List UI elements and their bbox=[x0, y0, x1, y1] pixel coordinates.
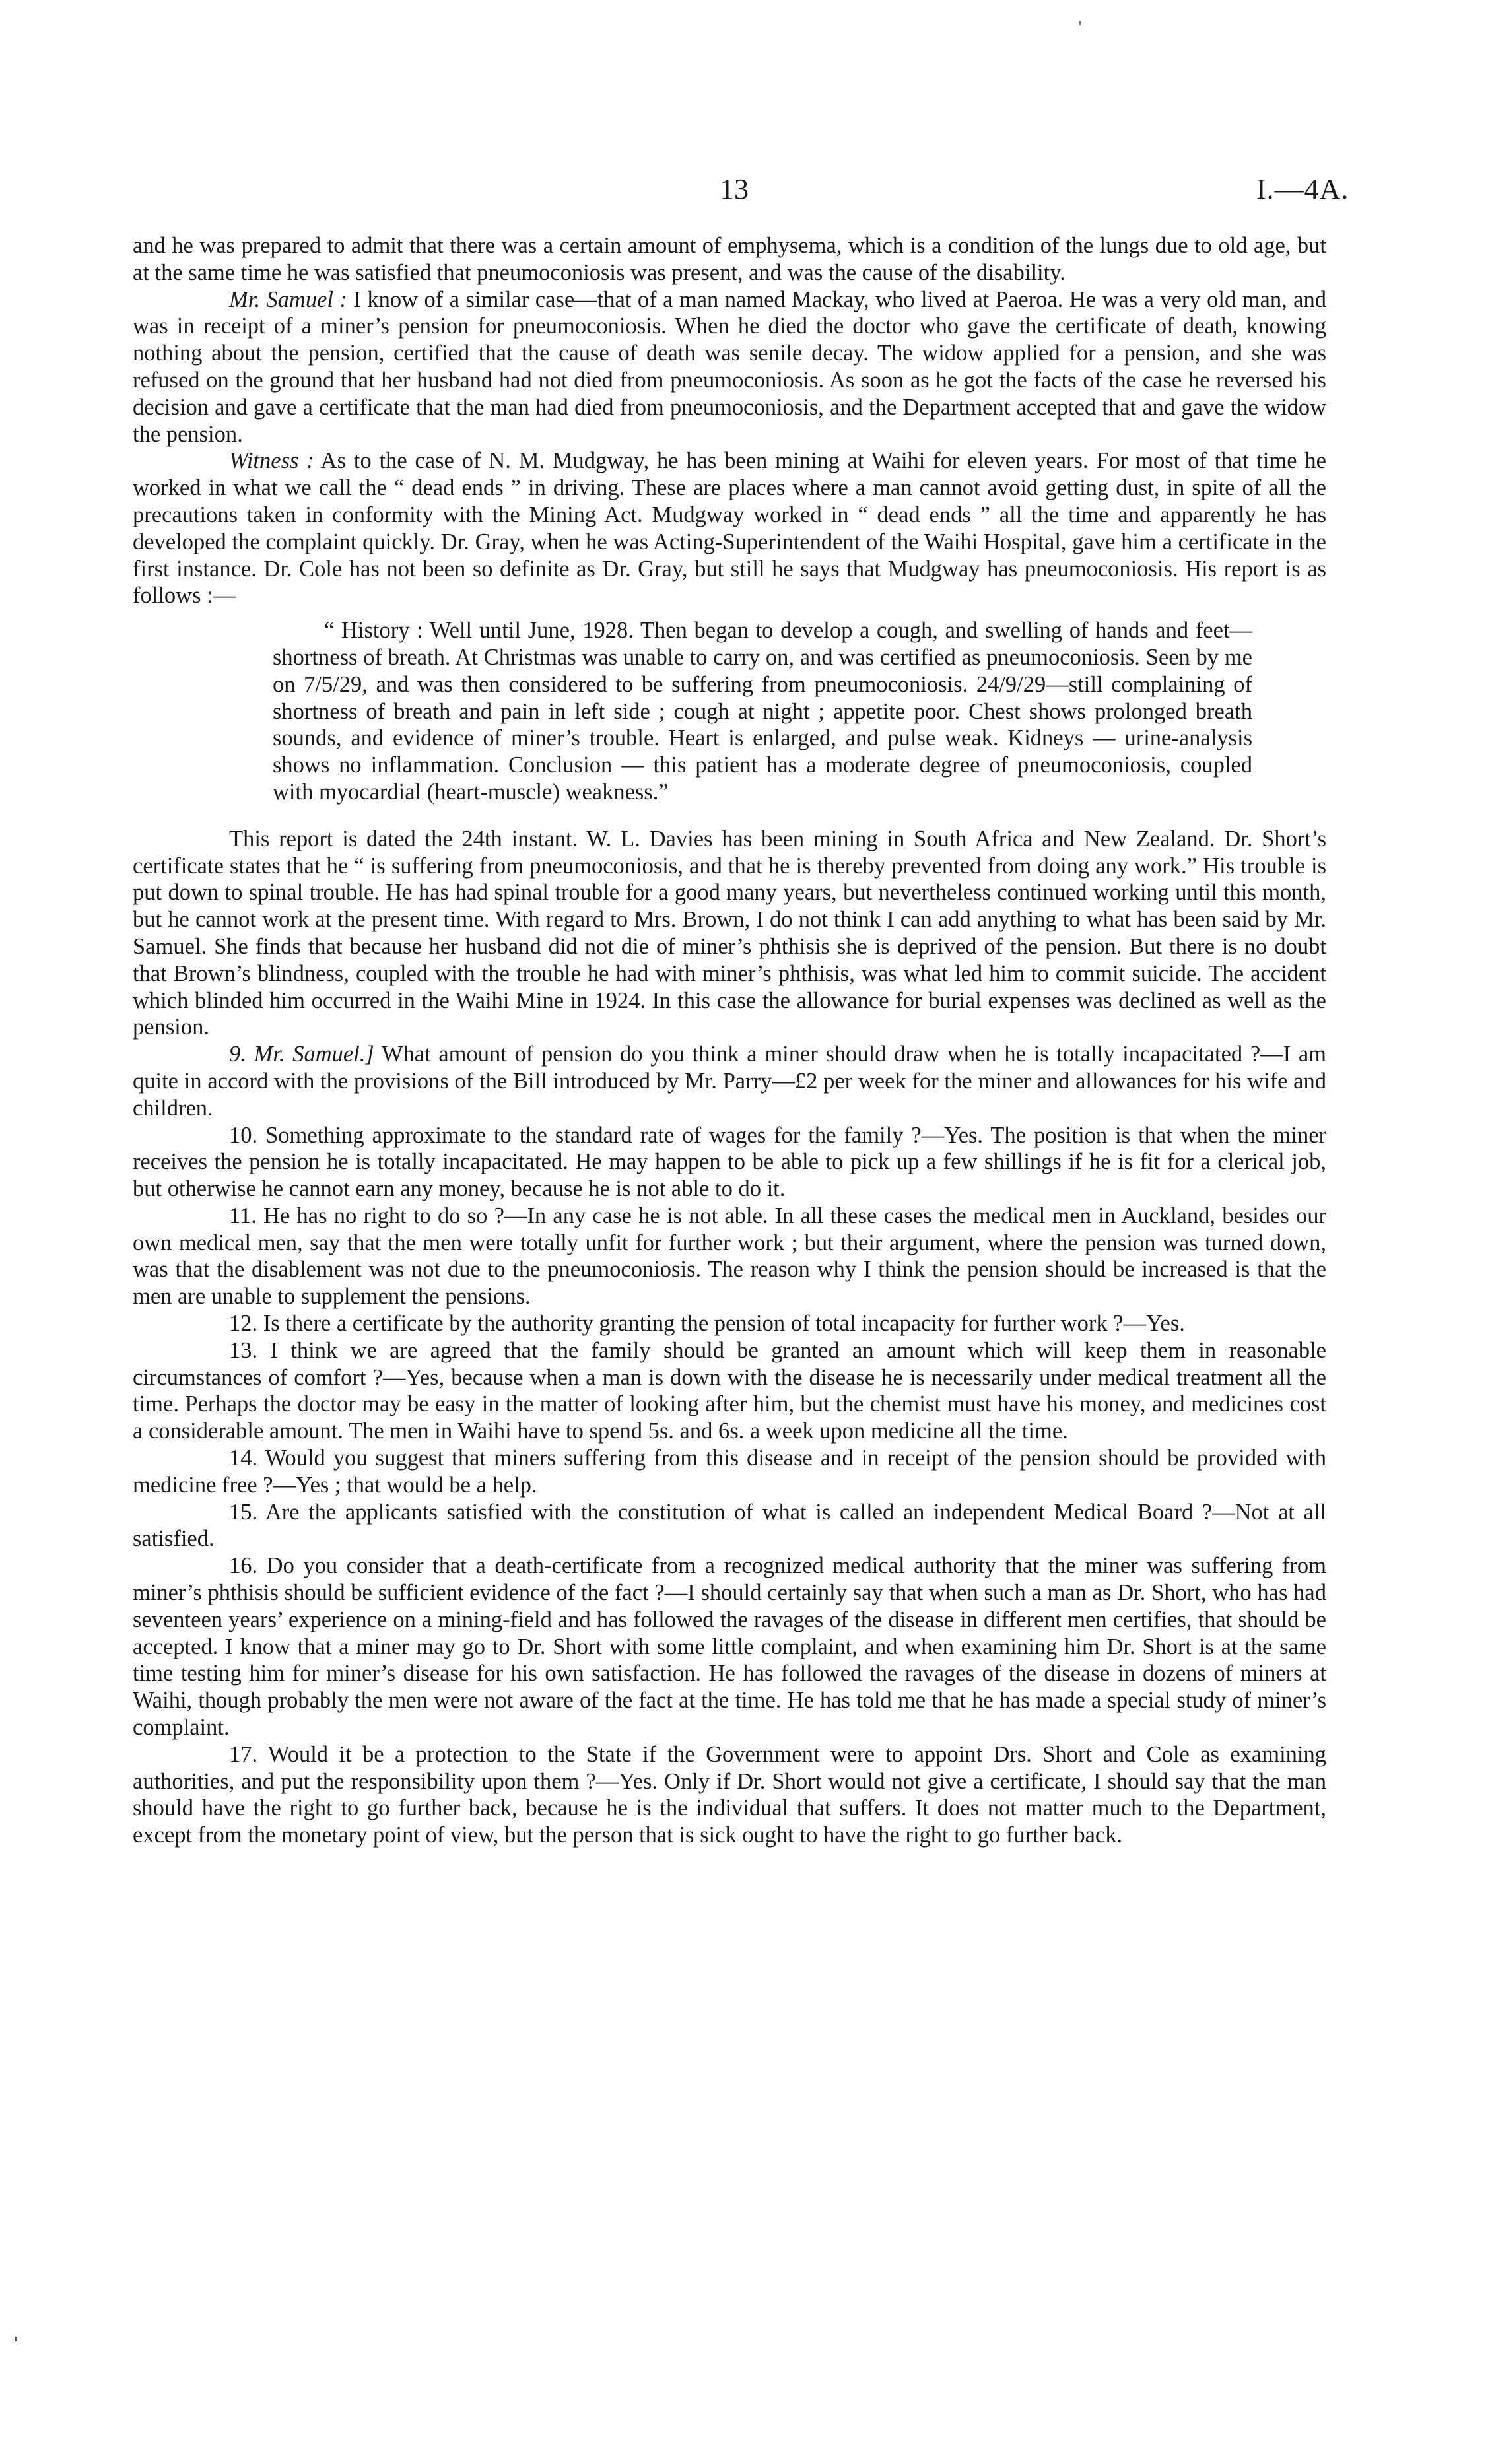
speaker-label: Witness : bbox=[229, 448, 314, 474]
paragraph-report-dated: This report is dated the 24th instant. W. L. Davies has been mining in South Africa and New Zealand. Dr. Short’s certificate states that he “ is suffering from pneumoconiosis, and that he is thereby prevented from doing any work.” His trouble is put down to spinal trouble. He has had spinal trouble for a good many years, but nevertheless continued working until this month, but he cannot work at the present time. With regard to Mrs. Brown, I do not think I can add anything to what has been said by Mr. Samuel. She finds that because her husband did not die of miner’s phthisis she is deprived of the pension. But there is no doubt that Brown’s blindness, coupled with the trouble he had with miner’s phthisis, was what led him to commit suicide. The accident which blinded him occurred in the Waihi Mine in 1924. In this case the allowance for burial expenses was declined as well as the pension. bbox=[133, 826, 1326, 1040]
paragraph-q15: 15. Are the applicants satisfied with the constitution of what is called an independent Medical Board ?—Not at all satisfied. bbox=[133, 1499, 1326, 1552]
document-reference: I.—4A. bbox=[1256, 173, 1349, 205]
paragraph-q14: 14. Would you suggest that miners suffering from this disease and in receipt of the pension should be provided with medicine free ?—Yes ; that would be a help. bbox=[133, 1446, 1326, 1498]
medical-report-quote bbox=[273, 617, 1252, 806]
paragraph-continuation: and he was prepared to admit that there was a certain amount of emphysema, which is a condition of the lungs due to old age, but at the same time he was satisfied that pneumoconiosis was present, and was the cause of the disability. bbox=[133, 233, 1326, 285]
page-number: 13 bbox=[720, 173, 749, 205]
scan-mark bbox=[1079, 21, 1081, 25]
paragraph-q12: 12. Is there a certificate by the authority granting the pension of total incapacity for further work ?—Yes. bbox=[229, 1311, 1185, 1337]
document-body bbox=[133, 232, 1326, 1849]
quoted-report-text: “ History : Well until June, 1928. Then began to develop a cough, and swelling of hands and feet—shortness of breath. At Christmas was unable to carry on, and was certified as pneumoconiosis. Seen by me on 7/5/29, and was then considered to be suffering from pneumoconiosis. 24/9/29—still complaining of shortness of breath and pain in left side ; cough at night ; appetite poor. Chest shows prolonged breath sounds, and evidence of miner’s trouble. Heart is enlarged, and pulse weak. Kidneys — urine-analysis shows no inflammation. Conclusion — this patient has a moderate degree of pneumoconiosis, coupled with myocardial (heart-muscle) weakness.” bbox=[273, 618, 1252, 805]
paragraph-q9: 9. Mr. Samuel.] What amount of pension do you think a miner should draw when he is totally incapacitated ?—I am quite in accord with the provisions of the Bill introduced by Mr. Parry—£2 per week for the miner and allowances for his wife and children. bbox=[133, 1042, 1326, 1121]
scan-mark bbox=[15, 2337, 17, 2341]
question-label: 9. Mr. Samuel.] bbox=[229, 1042, 374, 1067]
paragraph-q13: 13. I think we are agreed that the family should be granted an amount which will keep them in reasonable circumstances of comfort ?—Yes, because when a man is down with the disease he is necessarily under medical treatment all the time. Perhaps the doctor may be easy in the matter of looking after him, but the chemist must have his money, and medicines cost a considerable amount. The men in Waihi have to spend 5s. and 6s. a week upon medicine all the time. bbox=[133, 1337, 1326, 1444]
speaker-label: Mr. Samuel : bbox=[229, 286, 347, 312]
paragraph-q10: 10. Something approximate to the standard rate of wages for the family ?—Yes. The position is that when the miner receives the pension he is totally incapacitated. He may happen to be able to pick up a few shillings if he is fit for a clerical job, but otherwise he cannot earn any money, because he is not able to do it. bbox=[133, 1122, 1326, 1202]
paragraph-mr-samuel: Mr. Samuel : I know of a similar case—that of a man named Mackay, who lived at Paeroa. He was a very old man, and was in receipt of a miner’s pension for pneumoconiosis. When he died the doctor who gave the certificate of death, knowing nothing about the pension, certified that the cause of death was senile decay. The widow applied for a pension, and she was refused on the ground that her husband had not died from pneumoconiosis. As soon as he got the facts of the case he reversed his decision and gave a certificate that the man had died from pneumoconiosis, and the Department accepted that and gave the widow the pension. bbox=[133, 286, 1326, 447]
paragraph-witness: Witness : As to the case of N. M. Mudgway, he has been mining at Waihi for eleven years. For most of that time he worked in what we call the “ dead ends ” in driving. These are places where a man cannot avoid getting dust, in spite of all the precautions taken in conformity with the Mining Act. Mudgway worked in “ dead ends ” all the time and apparently he has developed the complaint quickly. Dr. Gray, when he was Acting-Superintendent of the Waihi Hospital, gave him a certificate in the first instance. Dr. Cole has not been so definite as Dr. Gray, but still he says that Mudgway has pneumoconiosis. His report is as follows :— bbox=[133, 448, 1326, 609]
paragraph-q16: 16. Do you consider that a death-certificate from a recognized medical authority that the miner was suffering from miner’s phthisis should be sufficient evidence of the fact ?—I should certainly say that when such a man as Dr. Short, who has had seventeen years’ experience on a mining-field and has followed the ravages of the disease in different men certifies, that should be accepted. I know that a miner may go to Dr. Short with some little complaint, and when examining him Dr. Short is at the same time testing him for miner’s disease for his own satisfaction. He has followed the ravages of the disease in dozens of miners at Waihi, though probably the men were not aware of the fact at the time. He has told me that he has made a special study of miner’s complaint. bbox=[133, 1553, 1326, 1741]
paragraph-q17: 17. Would it be a protection to the State if the Government were to appoint Drs. Short and Cole as examining authorities, and put the responsibility upon them ?—Yes. Only if Dr. Short would not give a certificate, I should say that the man should have the right to go further back, because he is the individual that suffers. It does not matter much to the Department, except from the monetary point of view, but the person that is sick ought to have the right to go further back. bbox=[133, 1741, 1326, 1848]
paragraph-q11: 11. He has no right to do so ?—In any case he is not able. In all these cases the medical men in Auckland, besides our own medical men, say that the men were totally unfit for further work ; but their argument, where the pension was turned down, was that the disablement was not due to the pneumoconiosis. The reason why I think the pension should be increased is that the men are unable to supplement the pensions. bbox=[133, 1203, 1326, 1310]
